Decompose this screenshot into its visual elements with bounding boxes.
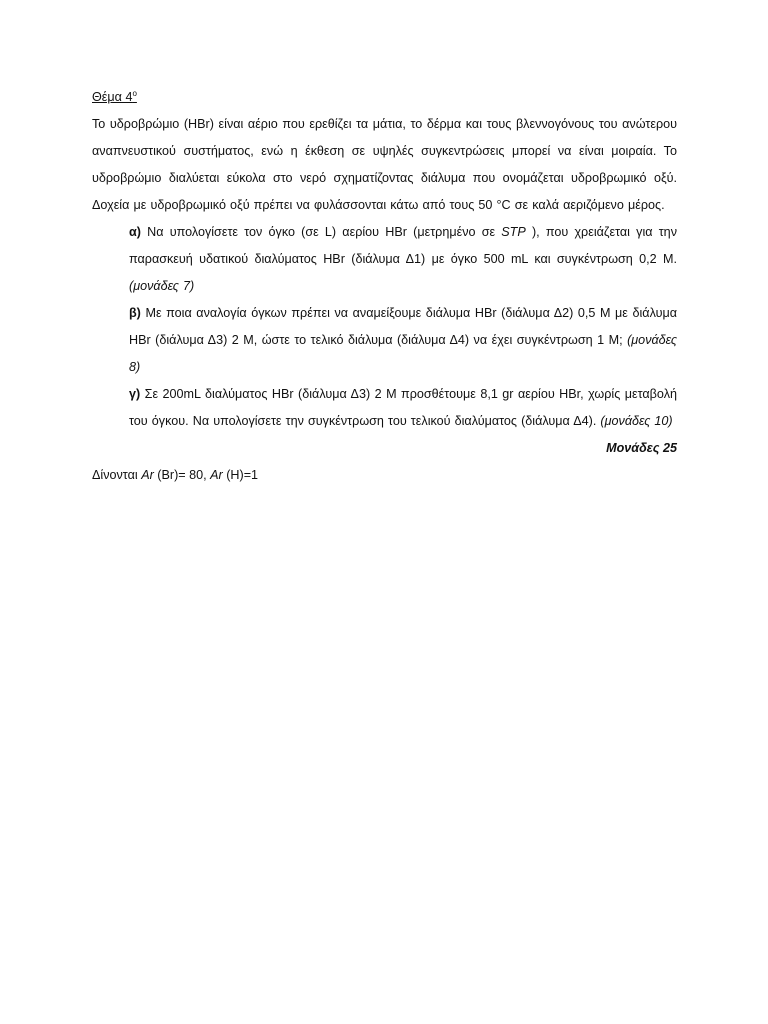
subquestion-c-text: Σε 200mL διαλύματος HBr (διάλυμα Δ3) 2 M προσθέτουμε 8,1 gr αερίου HBr, χωρίς μεταβολή του όγκου. Να υπολογίσετε την συγκέντρωση του τελικού διαλύματος (διάλυμα Δ4). xyxy=(129,387,677,428)
subquestion-a xyxy=(129,219,677,300)
total-marks: Μονάδες 25 xyxy=(606,441,677,455)
subquestion-b-marks: (μονάδες 8) xyxy=(129,333,677,374)
subquestion-a-label: α) xyxy=(129,225,141,239)
question-heading xyxy=(92,84,677,111)
intro-text-2: σε καλά αεριζόμενο μέρος. xyxy=(510,198,665,212)
subquestion-c-marks: (μονάδες 10) xyxy=(600,414,673,428)
intro-paragraph xyxy=(92,111,677,219)
subquestion-a-stp: STP xyxy=(501,225,526,239)
given-h-value: (H)=1 xyxy=(222,468,259,482)
given-prefix: Δίνονται xyxy=(92,468,142,482)
heading-text: Θέμα 4 xyxy=(92,90,133,104)
intro-degree: °C xyxy=(496,198,511,212)
given-br-value: (Br)= 80, xyxy=(153,468,211,482)
subquestion-c-label: γ) xyxy=(129,387,141,401)
subquestion-a-text-2: ), που χρειάζεται για την παρασκευή υδατικού διαλύματος HBr (διάλυμα Δ1) με όγκο 500 mL και συγκέντρωση 0,2 M. xyxy=(129,225,677,266)
given-ar-br: Ar xyxy=(141,468,154,482)
subquestion-b xyxy=(129,300,677,381)
given-data xyxy=(92,462,677,489)
exam-page xyxy=(92,84,677,489)
heading-superscript: ο xyxy=(132,89,137,98)
intro-text-1: Το υδροβρώμιο (HBr) είναι αέριο που ερεθίζει τα μάτια, το δέρμα και τους βλεννογόνους του ανώτερου αναπνευστικού συστήματος, ενώ η έκθεση σε υψηλές συγκεντρώσεις μπορεί να είναι μοιραία. Το υδροβρώμιο διαλύεται εύκολα στο νερό σχηματίζοντας διάλυμα που ονομάζεται υδροβρωμικό οξύ. Δοχεία με υδροβρωμικό οξύ πρέπει να φυλάσσονται κάτω από τους 50 xyxy=(92,117,677,212)
subquestion-a-marks: (μονάδες 7) xyxy=(129,279,195,293)
subquestion-b-text: Με ποια αναλογία όγκων πρέπει να αναμείξουμε διάλυμα HBr (διάλυμα Δ2) 0,5 M με διάλυμα HBr (διάλυμα Δ3) 2 M, ώστε το τελικό διάλυμα (διάλυμα Δ4) να έχει συγκέντρωση 1 M; xyxy=(129,306,677,347)
given-ar-h: Ar xyxy=(210,468,223,482)
subquestion-b-label: β) xyxy=(129,306,141,320)
subquestion-a-text-1: Να υπολογίσετε τον όγκο (σε L) αερίου HBr (μετρημένο σε xyxy=(140,225,502,239)
subquestion-c xyxy=(129,381,677,435)
